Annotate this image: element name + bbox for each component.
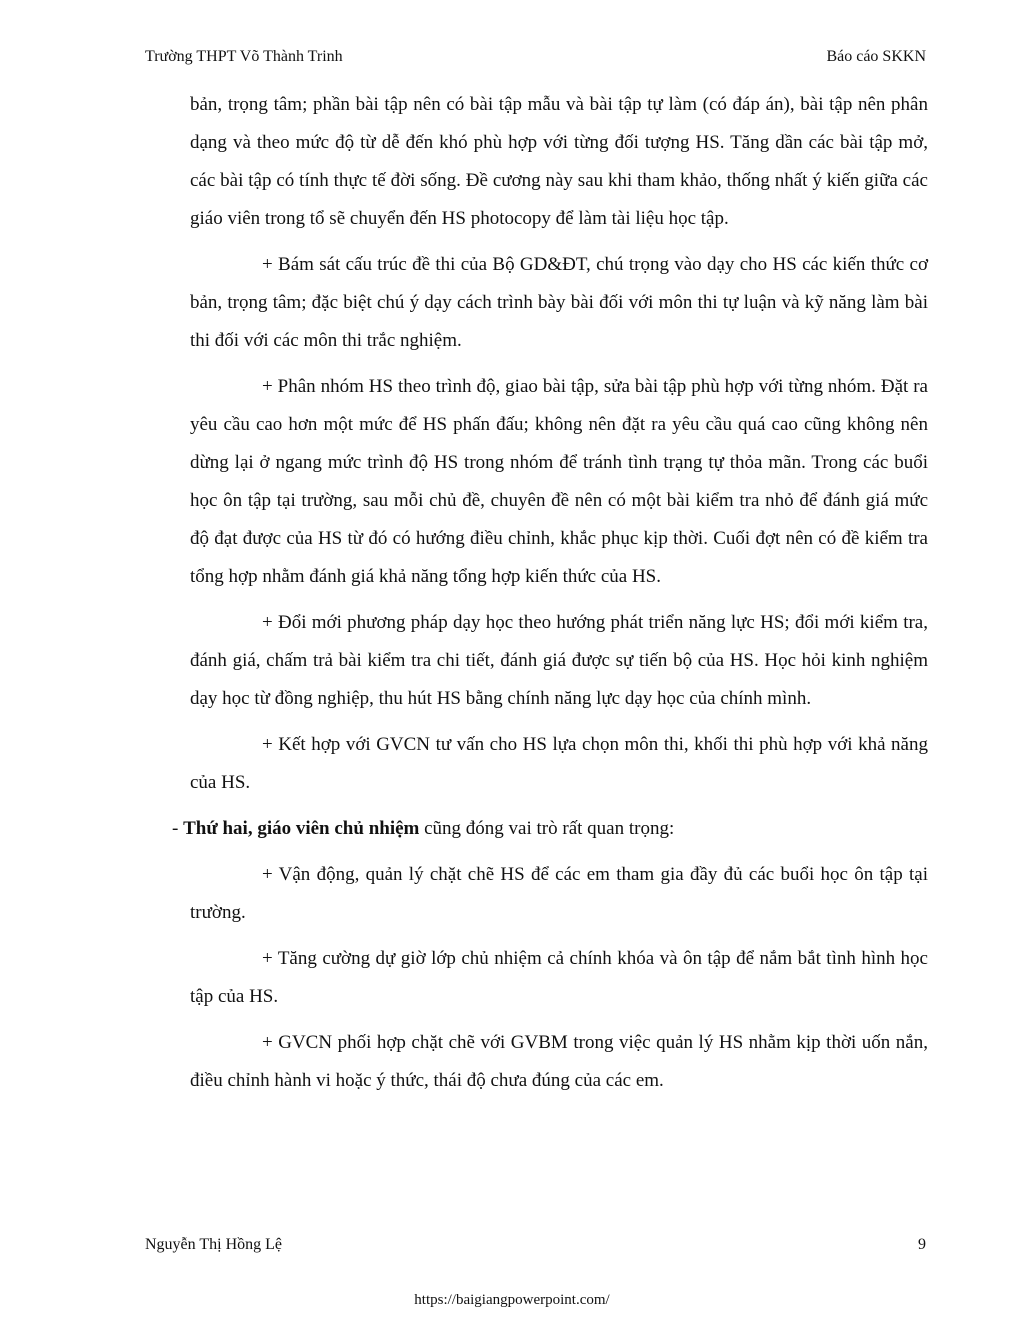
paragraph: + Vận động, quản lý chặt chẽ HS để các em tham gia đầy đủ các buổi học ôn tập tại trường. <box>190 864 928 923</box>
paragraph: + Đổi mới phương pháp dạy học theo hướng phát triển năng lực HS; đổi mới kiểm tra, đánh giá, chấm trả bài kiểm tra chi tiết, đánh giá được sự tiến bộ của HS. Học hỏi kinh nghiệm dạy học từ đồng nghiệp, thu hút HS bằng chính năng lực dạy học của chính mình. <box>190 612 928 709</box>
second-point-rest: cũng đóng vai trò rất quan trọng: <box>419 818 675 839</box>
footer-author: Nguyễn Thị Hồng Lệ <box>145 1236 283 1253</box>
header-report: Báo cáo SKKN <box>826 48 926 65</box>
paragraph: + Kết hợp với GVCN tư vấn cho HS lựa chọn môn thi, khối thi phù hợp với khả năng của HS. <box>190 734 928 793</box>
body-text <box>172 86 928 1100</box>
paragraph: + Tăng cường dự giờ lớp chủ nhiệm cả chính khóa và ôn tập để nắm bắt tình hình học tập của HS. <box>190 948 928 1007</box>
paragraph: bản, trọng tâm; phần bài tập nên có bài tập mẫu và bài tập tự làm (có đáp án), bài tập nên phân dạng và theo mức độ từ dễ đến khó phù hợp với từng đối tượng HS. Tăng dần các bài tập mở, các bài tập có tính thực tế đời sống. Đề cương này sau khi tham khảo, thống nhất ý kiến giữa các giáo viên trong tổ sẽ chuyển đến HS photocopy để làm tài liệu học tập. <box>190 94 928 229</box>
paragraph: + Bám sát cấu trúc đề thi của Bộ GD&ĐT, chú trọng vào dạy cho HS các kiến thức cơ bản, trọng tâm; đặc biệt chú ý dạy cách trình bày bài đối với môn thi tự luận và kỹ năng làm bài thi đối với các môn thi trắc nghiệm. <box>190 254 928 351</box>
page-number: 9 <box>918 1236 926 1253</box>
second-point-prefix: - <box>172 818 184 839</box>
paragraph: + GVCN phối hợp chặt chẽ với GVBM trong việc quản lý HS nhằm kịp thời uốn nắn, điều chỉnh hành vi hoặc ý thức, thái độ chưa đúng của các em. <box>190 1032 928 1091</box>
second-point-bold: Thứ hai, giáo viên chủ nhiệm <box>183 818 420 839</box>
page-footer <box>145 1236 926 1254</box>
source-url[interactable]: https://baigiangpowerpoint.com/ <box>414 1292 610 1308</box>
second-point-heading <box>172 810 928 848</box>
paragraph: + Phân nhóm HS theo trình độ, giao bài tập, sửa bài tập phù hợp với từng nhóm. Đặt ra yêu cầu cao hơn một mức để HS phấn đấu; không nên đặt ra yêu cầu quá cao cũng không nên dừng lại ở ngang mức trình độ HS trong nhóm để tránh tình trạng tự thỏa mãn. Trong các buổi học ôn tập tại trường, sau mỗi chủ đề, chuyên đề nên có một bài kiểm tra nhỏ để đánh giá mức độ đạt được của HS từ đó có hướng điều chỉnh, khắc phục kịp thời. Cuối đợt nên có đề kiểm tra tổng hợp nhằm đánh giá khả năng tổng hợp kiến thức của HS. <box>190 376 928 587</box>
page-header <box>145 48 926 66</box>
header-school: Trường THPT Võ Thành Trinh <box>145 48 343 65</box>
